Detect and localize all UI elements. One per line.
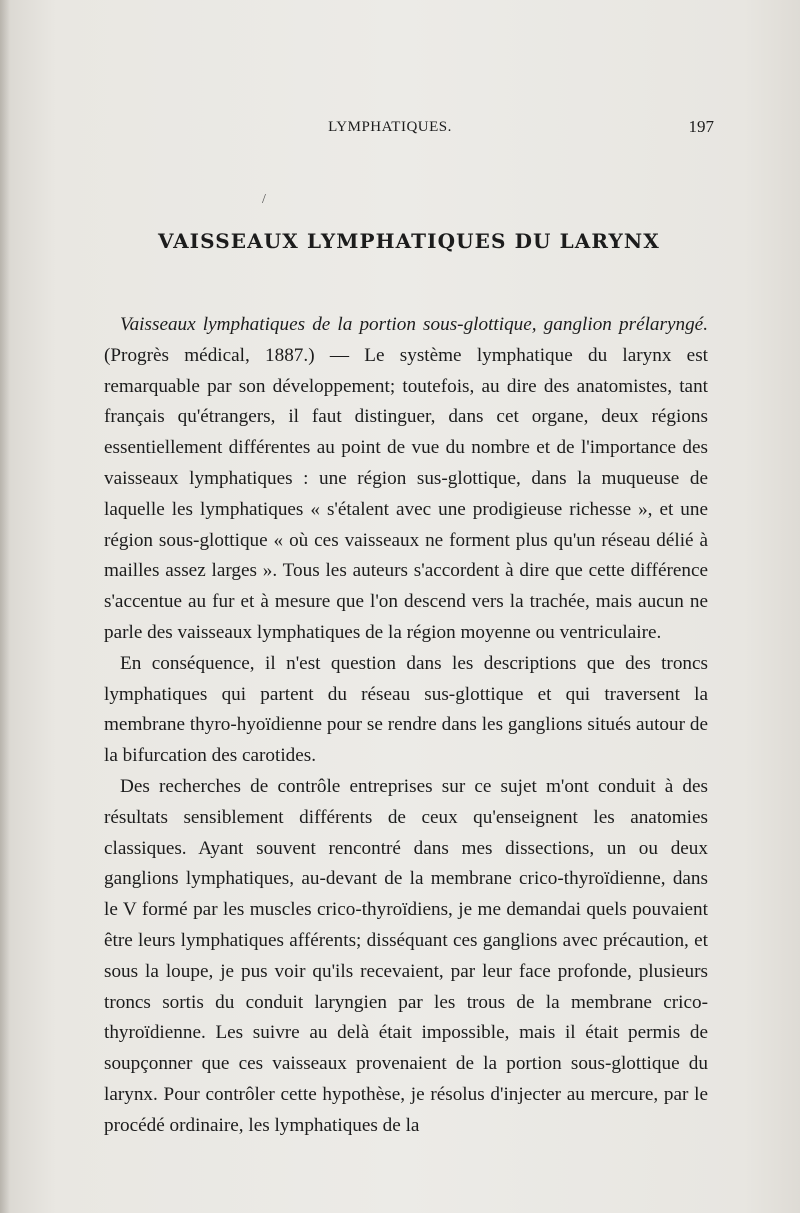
paragraph-text: (Progrès médical, 1887.) — Le système lymphatique du larynx est remarquable par son développement; toutefois, au dire des anatomistes, tant français qu'étrangers, il faut distinguer, dans cet organe, deux régions essentiellement différentes au point de vue du nombre et de l'importance des vaisseaux lymphatiques : une région sus-glottique, dans la muqueuse de laquelle les lymphatiques « s'étalent avec une prodigieuse richesse », et une région sous-glottique « où ces vaisseaux ne forment plus qu'un réseau délié à mailles assez larges ». Tous les auteurs s'accordent à dire que cette différence s'accentue au fur et à mesure que l'on descend vers la trachée, mais aucun ne parle des vaisseaux lymphatiques de la région moyenne ou ventriculaire.: [104, 344, 708, 643]
stray-mark: /: [262, 192, 266, 207]
body-text: [104, 310, 708, 1142]
page-binding-shadow: [0, 0, 10, 1213]
running-title: LYMPHATIQUES.: [328, 119, 452, 135]
paragraph: [104, 772, 708, 1142]
paragraph-subtitle: Vaisseaux lymphatiques de la portion sous-glottique, ganglion prélaryngé.: [120, 314, 708, 335]
section-heading: VAISSEAUX LYMPHATIQUES DU LARYNX: [158, 229, 660, 253]
paragraph: [104, 310, 708, 649]
page-number: 197: [688, 117, 714, 136]
paragraph: [104, 649, 708, 772]
paragraph-text: En conséquence, il n'est question dans les descriptions que des troncs lymphatiques qui partent du réseau sus-glottique et qui traversent la membrane thyro-hyoïdienne pour se rendre dans les ganglions situés autour de la bifurcation des carotides.: [104, 652, 708, 767]
paragraph-text: Des recherches de contrôle entreprises sur ce sujet m'ont conduit à des résultats sensiblement différents de ceux qu'enseignent les anatomies classiques. Ayant souvent rencontré dans mes dissections, un ou deux ganglions lymphatiques, au-devant de la membrane crico-thyroïdienne, dans le V formé par les muscles crico-thyroïdiens, je me demandai quels pouvaient être leurs lymphatiques afférents; disséquant ces ganglions avec précaution, et sous la loupe, je pus voir qu'ils recevaient, par leur face profonde, plusieurs troncs sortis du conduit laryngien par les trous de la membrane crico-thyroïdienne. Les suivre au delà était impossible, mais il était permis de soupçonner que ces vaisseaux provenaient de la portion sous-glottique du larynx. Pour contrôler cette hypothèse, je résolus d'injecter au mercure, par le procédé ordinaire, les lymphatiques de la: [104, 775, 708, 1136]
